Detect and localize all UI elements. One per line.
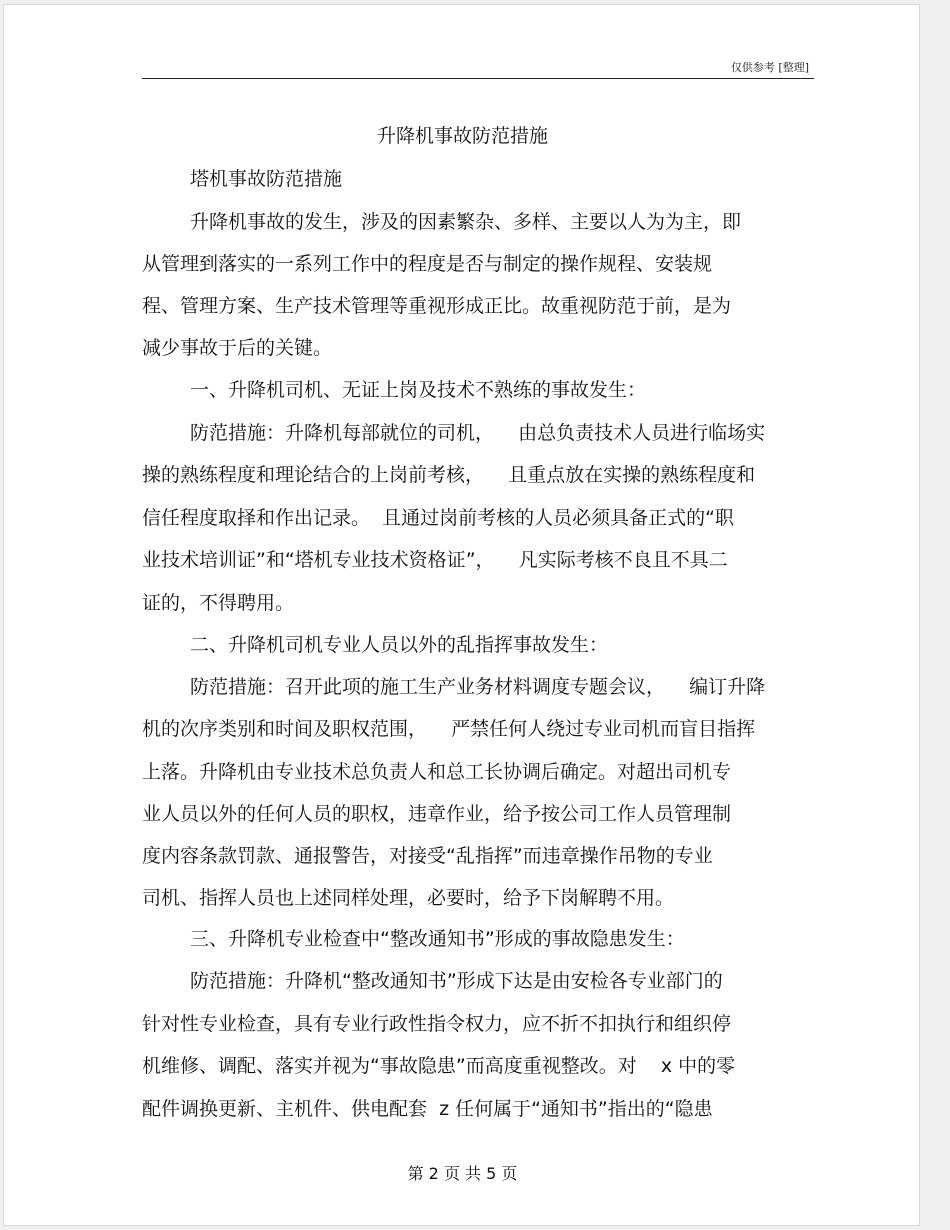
body-line: 机的次序类别和时间及职权范围， 严禁任何人绕过专业司机而盲目指挥 xyxy=(142,718,756,740)
body-line: 从管理到落实的一系列工作中的程度是否与制定的操作规程、安装规 xyxy=(142,253,713,275)
page-header: 仅供参考 [整理] xyxy=(730,61,809,74)
body-line: 机维修、调配、落实并视为“事故隐患”而高度重视整改。对 x 中的零 xyxy=(142,1055,736,1077)
body-line: 信任程度取择和作出记录。 且通过岗前考核的人员必须具备正式的“职 xyxy=(142,507,734,529)
section-heading: 三、升降机专业检查中“整改通知书”形成的事故隐患发生： xyxy=(190,928,685,950)
body-line: 证的，不得聘用。 xyxy=(142,592,295,614)
body-line: 防范措施：升降机“整改通知书”形成下达是由安检各专业部门的 xyxy=(190,970,723,992)
body-line: 减少事故于后的关键。 xyxy=(142,337,333,359)
body-line: 业技术培训证”和“塔机专业技术资格证”， 凡实际考核不良且不具二 xyxy=(142,549,728,571)
body-line: 司机、指挥人员也上述同样处理，必要时，给予下岗解聘不用。 xyxy=(142,887,675,909)
body-line: 度内容条款罚款、通报警告，对接受“乱指挥”而违章操作吊物的专业 xyxy=(142,845,713,867)
body-line: 操的熟练程度和理论结合的上岗前考核， 且重点放在实操的熟练程度和 xyxy=(142,464,756,486)
body-line: 升降机事故的发生，涉及的因素繁杂、多样、主要以人为为主，即 xyxy=(190,211,742,233)
header-rule xyxy=(142,78,814,79)
body-line: 程、管理方案、生产技术管理等重视形成正比。故重视防范于前，是为 xyxy=(142,295,732,317)
section-heading: 一、升降机司机、无证上岗及技术不熟练的事故发生： xyxy=(190,379,647,401)
body-line: 业人员以外的任何人员的职权，违章作业，给予按公司工作人员管理制 xyxy=(142,803,732,825)
document-title: 升降机事故防范措施 xyxy=(376,125,548,147)
body-line: 配件调换更新、主机件、供电配套 z 任何属于“通知书”指出的“隐患 xyxy=(142,1098,713,1120)
document-page xyxy=(3,4,920,1226)
body-line: 上落。升降机由专业技术总负责人和总工长协调后确定。对超出司机专 xyxy=(142,761,732,783)
body-line: 防范措施：召开此项的施工生产业务材料调度专题会议， 编订升降 xyxy=(190,676,766,698)
body-line: 针对性专业检查，具有专业行政性指令权力，应不折不扣执行和组织停 xyxy=(142,1013,732,1035)
body-line: 防范措施：升降机每部就位的司机， 由总负责技术人员进行临场实 xyxy=(190,422,766,444)
body-line: 塔机事故防范措施 xyxy=(190,168,343,190)
page-footer: 第 2 页 共 5 页 xyxy=(407,1164,518,1183)
section-heading: 二、升降机司机专业人员以外的乱指挥事故发生： xyxy=(190,634,609,656)
